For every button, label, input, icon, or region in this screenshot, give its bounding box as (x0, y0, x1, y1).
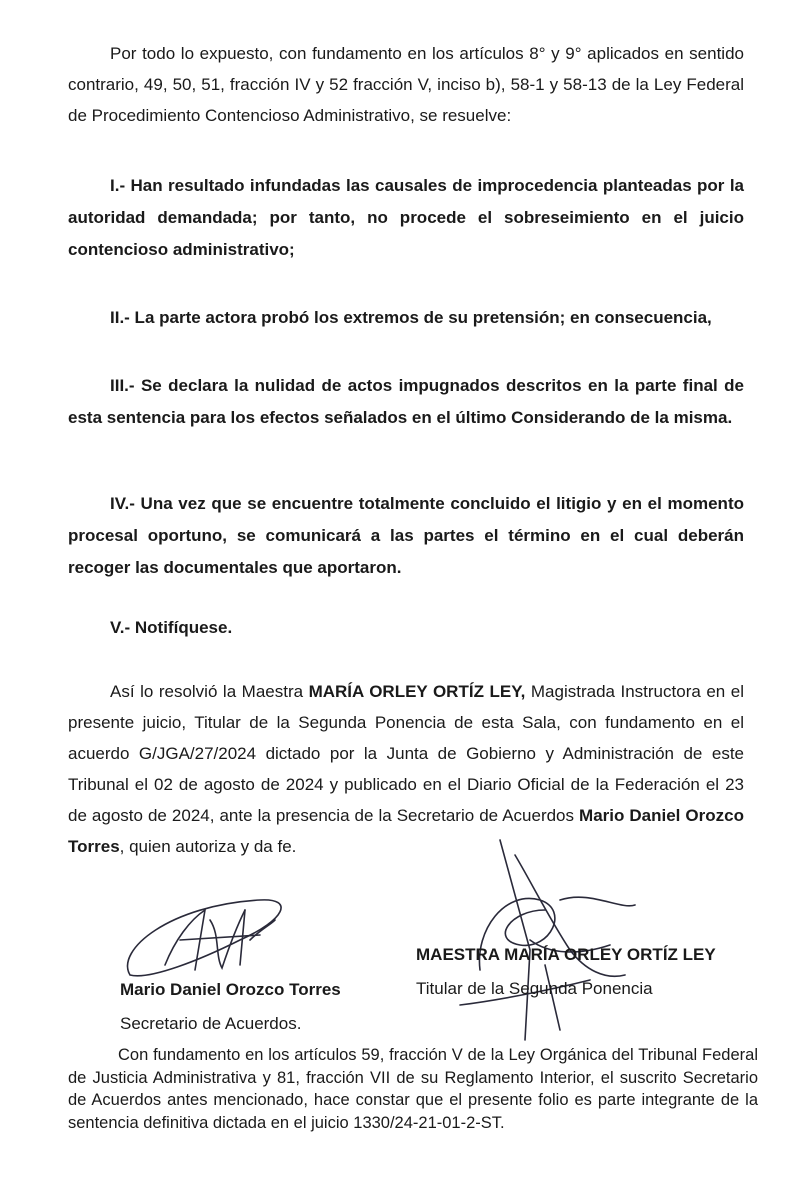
left-signer-name: Mario Daniel Orozco Torres (120, 980, 341, 999)
closing-text-1: Así lo resolvió la Maestra (110, 682, 309, 701)
intro-paragraph: Por todo lo expuesto, con fundamento en los artículos 8° y 9° aplicados en sentido contrario, 49, 50, 51, fracción IV y 52 fracción V, inciso b), 58-1 y 58-13 de la Ley Federal de Procedimiento Contencioso Administrativo, se resuelve: (68, 44, 744, 125)
right-signer-title: Titular de la Segunda Ponencia (416, 979, 653, 998)
right-signer-name: MAESTRA MARÍA ORLEY ORTÍZ LEY (416, 945, 716, 964)
magistrate-signature (420, 830, 660, 1050)
resolutivo-4: IV.- Una vez que se encuentre totalmente concluido el litigio y en el momento procesal oportuno, se comunicará a las partes el término en el cual deberán recoger las documentales que aportaron. (68, 494, 744, 577)
resolutivo-3: III.- Se declara la nulidad de actos impugnados descritos en la parte final de esta sentencia para los efectos señalados en el último Considerando de la misma. (68, 376, 744, 427)
closing-text-2: Magistrada Instructora en el presente juicio, Titular de la Segunda Ponencia de esta Sala, con fundamento en el acuerdo G/JGA/27/2024 dictado por la Junta de Gobierno y Administración de este Tribunal el 02 de agosto de 2024 y publicado en el Diario Oficial de la Federación el 23 de agosto de 2024, ante la presencia de la Secretario de Acuerdos (68, 682, 744, 825)
magistrate-name: MARÍA ORLEY ORTÍZ LEY, (308, 682, 526, 701)
resolutivo-1: I.- Han resultado infundadas las causales de improcedencia planteadas por la autoridad demandada; por tanto, no procede el sobreseimiento en el juicio contencioso administrativo; (68, 176, 744, 259)
resolutivo-2: II.- La parte actora probó los extremos de su pretensión; en consecuencia, (110, 308, 712, 327)
secretary-name: Mario Daniel Orozco Torres (68, 806, 744, 856)
resolutivo-5: V.- Notifíquese. (110, 618, 233, 637)
closing-text-3: , quien autoriza y da fe. (119, 837, 297, 856)
left-signer-title: Secretario de Acuerdos. (120, 1014, 302, 1033)
certification-paragraph: Con fundamento en los artículos 59, fracción V de la Ley Orgánica del Tribunal Federal de Justicia Administrativa y 81, fracción VII de su Reglamento Interior, el suscrito Secretario de Acuerdos antes mencionado, hace constar que el presente folio es parte integrante de la sentencia definitiva dictada en el juicio 1330/24-21-01-2-ST. (68, 1046, 758, 1132)
